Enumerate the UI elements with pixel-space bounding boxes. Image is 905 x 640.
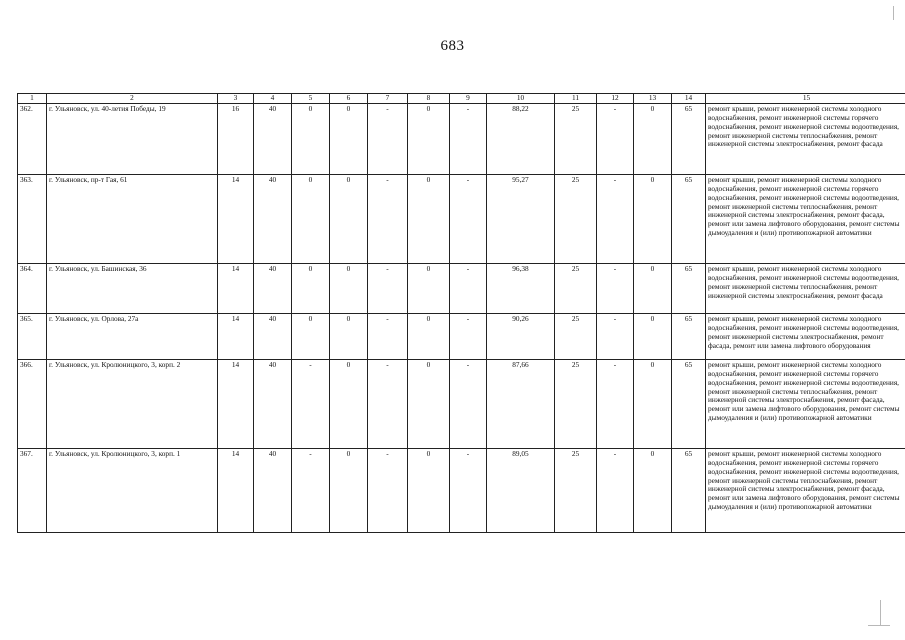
scan-edge-mark: [893, 6, 894, 20]
value-cell: -: [450, 359, 487, 448]
value-cell: 0: [292, 174, 330, 263]
address-cell: г. Ульяновск, пр-т Гая, 61: [47, 174, 218, 263]
column-number: 15: [706, 94, 905, 104]
row-number: 362.: [18, 103, 47, 174]
value-cell: -: [597, 448, 634, 532]
value-cell: 87,66: [487, 359, 555, 448]
works-list-cell: ремонт крыши, ремонт инженерной системы холодного водоснабжения, ремонт инженерной системы горячего водоснабжения, ремонт инженерной системы водоотведения, ремонт инженерной системы теплоснабжения, ремонт инженерной системы электроснабжения, ремонт фасада, ремонт или замена лифтового оборудования, ремонт системы дымоудаления и (или) противопожарной автоматики: [706, 448, 905, 532]
value-cell: -: [450, 103, 487, 174]
value-cell: 65: [672, 448, 706, 532]
address-cell: г. Ульяновск, ул. Кролюницкого, 3, корп. 2: [47, 359, 218, 448]
column-number: 13: [634, 94, 672, 104]
value-cell: 88,22: [487, 103, 555, 174]
value-cell: 16: [218, 103, 254, 174]
row-number: 367.: [18, 448, 47, 532]
works-list-cell: ремонт крыши, ремонт инженерной системы холодного водоснабжения, ремонт инженерной системы водоотведения, ремонт инженерной системы теплоснабжения, ремонт инженерной системы электроснабжения, ремонт фасада: [706, 263, 905, 313]
value-cell: -: [597, 313, 634, 359]
value-cell: 0: [634, 103, 672, 174]
value-cell: 0: [634, 448, 672, 532]
column-number: 7: [368, 94, 408, 104]
works-list-cell: ремонт крыши, ремонт инженерной системы холодного водоснабжения, ремонт инженерной системы горячего водоснабжения, ремонт инженерной системы водоотведения, ремонт инженерной системы теплоснабжения, ремонт инженерной системы электроснабжения, ремонт фасада, ремонт или замена лифтового оборудования, ремонт системы дымоудаления и (или) противопожарной автоматики: [706, 174, 905, 263]
value-cell: 95,27: [487, 174, 555, 263]
value-cell: 0: [330, 174, 368, 263]
value-cell: -: [368, 103, 408, 174]
value-cell: 96,38: [487, 263, 555, 313]
value-cell: 25: [555, 174, 597, 263]
value-cell: 40: [254, 359, 292, 448]
value-cell: 0: [634, 174, 672, 263]
column-number: 14: [672, 94, 706, 104]
column-number: 12: [597, 94, 634, 104]
value-cell: -: [597, 174, 634, 263]
value-cell: 0: [330, 263, 368, 313]
value-cell: 0: [330, 359, 368, 448]
table-row: [18, 174, 905, 263]
value-cell: -: [450, 263, 487, 313]
column-number: 5: [292, 94, 330, 104]
value-cell: 0: [408, 313, 450, 359]
column-number: 6: [330, 94, 368, 104]
value-cell: 0: [292, 263, 330, 313]
row-number: 365.: [18, 313, 47, 359]
value-cell: 65: [672, 174, 706, 263]
value-cell: 25: [555, 313, 597, 359]
value-cell: 25: [555, 359, 597, 448]
scan-edge-mark: [880, 600, 881, 626]
table-row: [18, 448, 905, 532]
value-cell: 0: [634, 313, 672, 359]
value-cell: -: [450, 313, 487, 359]
works-list-cell: ремонт крыши, ремонт инженерной системы холодного водоснабжения, ремонт инженерной системы горячего водоснабжения, ремонт инженерной системы водоотведения, ремонт инженерной системы теплоснабжения, ремонт инженерной системы электроснабжения, ремонт фасада: [706, 103, 905, 174]
column-number: 11: [555, 94, 597, 104]
value-cell: -: [292, 448, 330, 532]
value-cell: 65: [672, 313, 706, 359]
value-cell: 0: [330, 103, 368, 174]
value-cell: 0: [408, 359, 450, 448]
value-cell: 89,05: [487, 448, 555, 532]
value-cell: 0: [292, 313, 330, 359]
value-cell: -: [368, 174, 408, 263]
address-cell: г. Ульяновск, ул. Башинская, 36: [47, 263, 218, 313]
works-list-cell: ремонт крыши, ремонт инженерной системы холодного водоснабжения, ремонт инженерной системы горячего водоснабжения, ремонт инженерной системы водоотведения, ремонт инженерной системы теплоснабжения, ремонт инженерной системы электроснабжения, ремонт фасада, ремонт или замена лифтового оборудования, ремонт системы дымоудаления и (или) противопожарной автоматики: [706, 359, 905, 448]
table-row: [18, 313, 905, 359]
column-number: 10: [487, 94, 555, 104]
column-number: 2: [47, 94, 218, 104]
value-cell: -: [597, 359, 634, 448]
value-cell: 0: [408, 174, 450, 263]
value-cell: -: [597, 263, 634, 313]
value-cell: 40: [254, 103, 292, 174]
value-cell: 40: [254, 313, 292, 359]
address-cell: г. Ульяновск, ул. 40-летия Победы, 19: [47, 103, 218, 174]
value-cell: 40: [254, 263, 292, 313]
value-cell: -: [368, 263, 408, 313]
value-cell: 65: [672, 263, 706, 313]
table-row: [18, 103, 905, 174]
row-number: 366.: [18, 359, 47, 448]
row-number: 364.: [18, 263, 47, 313]
value-cell: 14: [218, 263, 254, 313]
value-cell: -: [450, 448, 487, 532]
value-cell: 14: [218, 448, 254, 532]
value-cell: -: [597, 103, 634, 174]
value-cell: 14: [218, 174, 254, 263]
value-cell: 40: [254, 448, 292, 532]
page-number: 683: [440, 38, 465, 54]
value-cell: 14: [218, 313, 254, 359]
column-number: 3: [218, 94, 254, 104]
scan-edge-mark: [868, 625, 890, 626]
column-number: 8: [408, 94, 450, 104]
address-cell: г. Ульяновск, ул. Орлова, 27а: [47, 313, 218, 359]
value-cell: -: [368, 448, 408, 532]
table-row: [18, 263, 905, 313]
value-cell: 40: [254, 174, 292, 263]
value-cell: 0: [330, 448, 368, 532]
value-cell: 14: [218, 359, 254, 448]
repair-program-table: [17, 93, 905, 533]
value-cell: 0: [292, 103, 330, 174]
value-cell: 0: [408, 448, 450, 532]
value-cell: 25: [555, 263, 597, 313]
column-number: 9: [450, 94, 487, 104]
value-cell: 65: [672, 359, 706, 448]
column-number: 1: [18, 94, 47, 104]
value-cell: 0: [408, 103, 450, 174]
value-cell: 65: [672, 103, 706, 174]
row-number: 363.: [18, 174, 47, 263]
value-cell: -: [450, 174, 487, 263]
column-number: 4: [254, 94, 292, 104]
value-cell: -: [368, 313, 408, 359]
value-cell: 25: [555, 448, 597, 532]
works-list-cell: ремонт крыши, ремонт инженерной системы холодного водоснабжения, ремонт инженерной системы водоотведения, ремонт инженерной системы электроснабжения, ремонт фасада, ремонт или замена лифтового оборудования: [706, 313, 905, 359]
column-number-row: [18, 94, 905, 104]
value-cell: -: [368, 359, 408, 448]
value-cell: 0: [330, 313, 368, 359]
table-row: [18, 359, 905, 448]
value-cell: 0: [634, 359, 672, 448]
value-cell: 0: [408, 263, 450, 313]
value-cell: -: [292, 359, 330, 448]
value-cell: 25: [555, 103, 597, 174]
value-cell: 0: [634, 263, 672, 313]
address-cell: г. Ульяновск, ул. Кролюницкого, 3, корп. 1: [47, 448, 218, 532]
value-cell: 90,26: [487, 313, 555, 359]
